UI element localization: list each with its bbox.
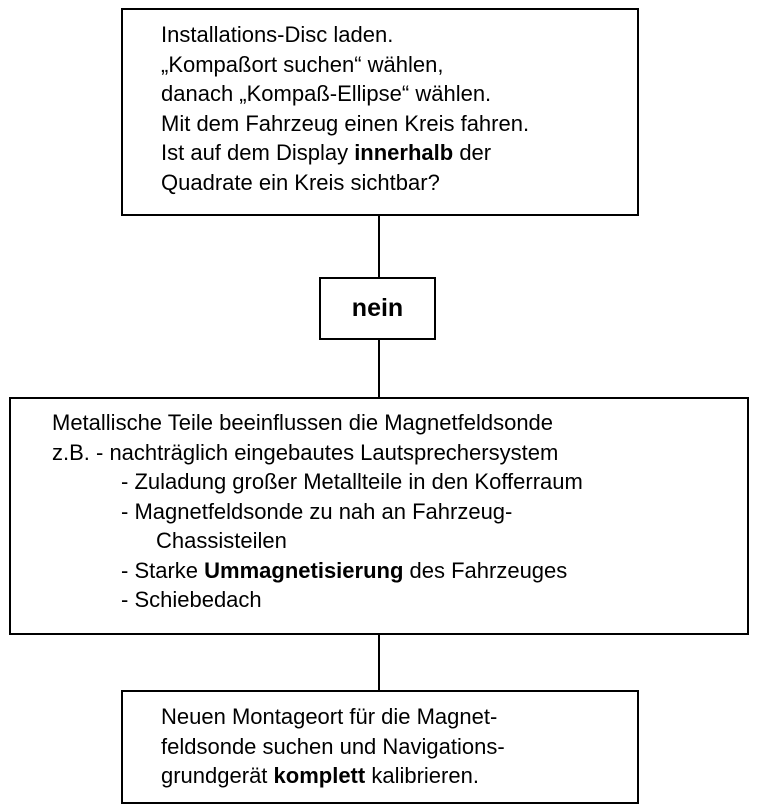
text-part: Quadrate ein Kreis sichtbar? (161, 169, 440, 195)
bold-text: komplett (273, 763, 366, 788)
text-line (161, 702, 505, 732)
text-line (52, 438, 583, 468)
decision-box-nein (319, 277, 436, 340)
causes-text (52, 408, 583, 615)
text-part: - Starke (121, 557, 205, 583)
text-line (161, 138, 529, 168)
text-part: Installations-Disc laden. (161, 22, 394, 47)
text-part: feldsonde suchen und Navigations- (161, 733, 505, 759)
remedy-text (161, 702, 505, 791)
instruction-text (161, 20, 529, 197)
text-line (52, 467, 583, 497)
text-part: z.B. - nachträglich eingebautes Lautsprechersystem (52, 439, 559, 465)
text-line (52, 408, 583, 438)
text-part: des Fahrzeuges (403, 557, 568, 583)
text-part: „Kompaßort suchen“ wählen, (161, 51, 444, 77)
connector-line-1 (378, 216, 380, 277)
text-line (161, 168, 529, 198)
text-line (52, 497, 583, 527)
text-part: - Magnetfeldsonde zu nah an Fahrzeug- (121, 498, 513, 524)
text-part: kalibrieren. (365, 763, 479, 788)
connector-line-2 (378, 340, 380, 397)
text-part: danach „Kompaß-Ellipse“ wählen. (161, 81, 492, 106)
text-line (161, 20, 529, 50)
connector-line-3 (378, 635, 380, 690)
text-part: - Zuladung großer Metallteile in den Kofferraum (121, 469, 583, 494)
instruction-box (121, 8, 639, 216)
causes-box (9, 397, 749, 635)
text-part: Mit dem Fahrzeug einen Kreis fahren. (161, 110, 530, 136)
text-line (161, 109, 529, 139)
text-line (161, 732, 505, 762)
text-line (161, 50, 529, 80)
text-part: - Schiebedach (121, 587, 262, 612)
text-line (161, 79, 529, 109)
text-line (52, 556, 583, 586)
text-part: Ist auf dem Display (161, 140, 355, 165)
remedy-box (121, 690, 639, 804)
decision-label: nein (351, 294, 404, 322)
text-line (52, 526, 583, 556)
text-part: Metallische Teile beeinflussen die Magnetfeldsonde (52, 410, 554, 435)
bold-text: Ummagnetisierung (204, 557, 404, 583)
text-line (161, 761, 505, 791)
text-part: der (453, 140, 492, 165)
text-line (52, 585, 583, 615)
bold-text: innerhalb (354, 140, 454, 165)
text-part: Neuen Montageort für die Magnet- (161, 704, 498, 729)
text-part: Chassisteilen (156, 528, 287, 553)
text-part: grundgerät (161, 763, 274, 788)
